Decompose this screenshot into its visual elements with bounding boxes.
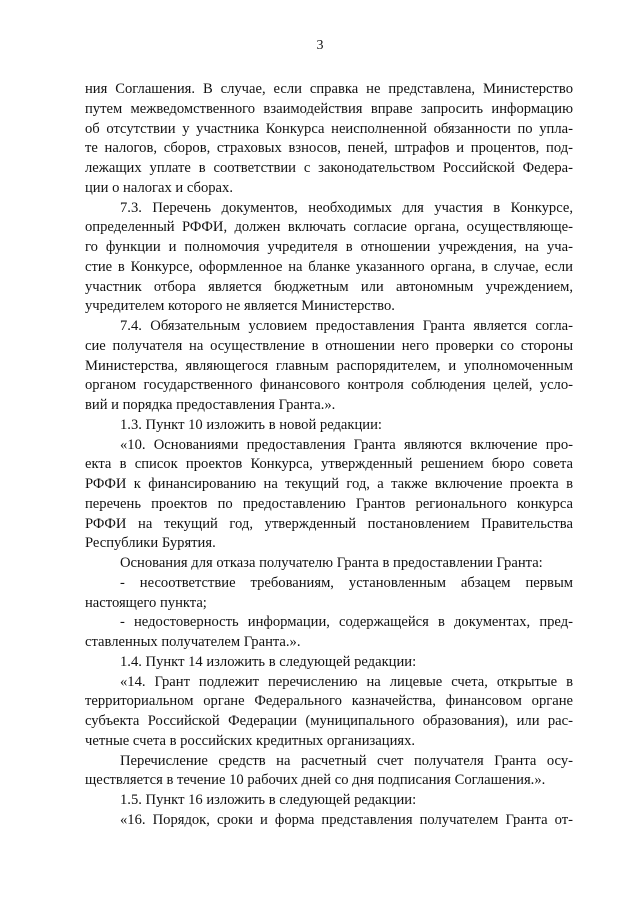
text-line: органом государственного финансового контроля соблюдения целей, усло- xyxy=(85,377,573,394)
text-line: ществляется в течение 10 рабочих дней со дня подписания Соглашения.». xyxy=(85,772,546,789)
document-body xyxy=(85,80,573,831)
text-line: «16. Порядок, сроки и форма представления получателем Гранта от- xyxy=(120,811,573,828)
text-line: 7.4. Обязательным условием предоставления Гранта является согла- xyxy=(120,318,573,334)
text-line: стие в Конкурсе, оформленное на бланке указанного органа, в случае, если xyxy=(85,258,573,275)
text-line: определенный РФФИ, должен включать согласие органа, осуществляюще- xyxy=(85,219,573,236)
text-line: Министерства, являющегося главным распорядителем, и уполномоченным xyxy=(85,357,573,374)
text-line: путем межведомственного взаимодействия вправе запросить информацию xyxy=(85,100,573,117)
text-line: РФФИ на текущий год, утвержденный постановлением Правительства xyxy=(85,515,573,532)
text-line: территориальном органе Федерального казначейства, финансовом органе xyxy=(85,693,573,710)
text-line: об отсутствии у участника Конкурса неисполненной обязанности по упла- xyxy=(85,120,573,137)
text-line: екта в список проектов Конкурса, утвержденный решением бюро совета xyxy=(85,456,573,473)
text-line: «10. Основаниями предоставления Гранта являются включение про- xyxy=(120,436,573,453)
text-line: ции о налогах и сборах. xyxy=(85,179,233,196)
text-line: участник отбора является бюджетным или автономным учреждением, xyxy=(85,278,573,295)
text-line: учредителем которого не является Министерство. xyxy=(85,298,395,315)
text-line: 1.4. Пункт 14 изложить в следующей редакции: xyxy=(120,653,417,670)
text-line: те налогов, сборов, страховых взносов, пеней, штрафов и процентов, под- xyxy=(85,140,573,157)
text-line: сие получателя на осуществление в отношении него проверки со стороны xyxy=(85,337,573,354)
text-line: - несоответствие требованиям, установленным абзацем первым xyxy=(120,574,573,591)
text-line: ставленных получателем Гранта.». xyxy=(85,634,301,650)
text-line: настоящего пункта; xyxy=(85,594,207,611)
text-line: - недостоверность информации, содержащейся в документах, пред- xyxy=(120,614,573,631)
text-line: Перечисление средств на расчетный счет получателя Гранта осу- xyxy=(120,752,573,769)
text-line: 1.3. Пункт 10 изложить в новой редакции: xyxy=(120,416,382,433)
text-line: Основания для отказа получателю Гранта в предоставлении Гранта: xyxy=(120,555,543,571)
text-line: РФФИ к финансированию на текущий год, а также включение проекта в xyxy=(85,476,573,492)
text-line: лежащих уплате в соответствии с законодательством Российской Федера- xyxy=(85,160,573,176)
text-line: го функции и полномочия учредителя в отношении учреждения, на уча- xyxy=(85,239,573,255)
text-line: перечень проектов по предоставлению Грантов регионального конкурса xyxy=(85,495,573,512)
text-line: ния Соглашения. В случае, если справка не представлена, Министерство xyxy=(85,81,573,97)
text-line: 1.5. Пункт 16 изложить в следующей редакции: xyxy=(120,792,417,808)
text-line: Республики Бурятия. xyxy=(85,535,216,552)
page-number: 3 xyxy=(316,38,324,53)
text-line: «14. Грант подлежит перечислению на лицевые счета, открытые в xyxy=(120,673,573,690)
text-line: вий и порядка предоставления Гранта.». xyxy=(85,397,336,413)
text-line: субъекта Российской Федерации (муниципального образования), или рас- xyxy=(85,713,573,729)
text-line: 7.3. Перечень документов, необходимых для участия в Конкурсе, xyxy=(120,199,573,216)
text-line: четные счета в российских кредитных организациях. xyxy=(85,732,416,749)
